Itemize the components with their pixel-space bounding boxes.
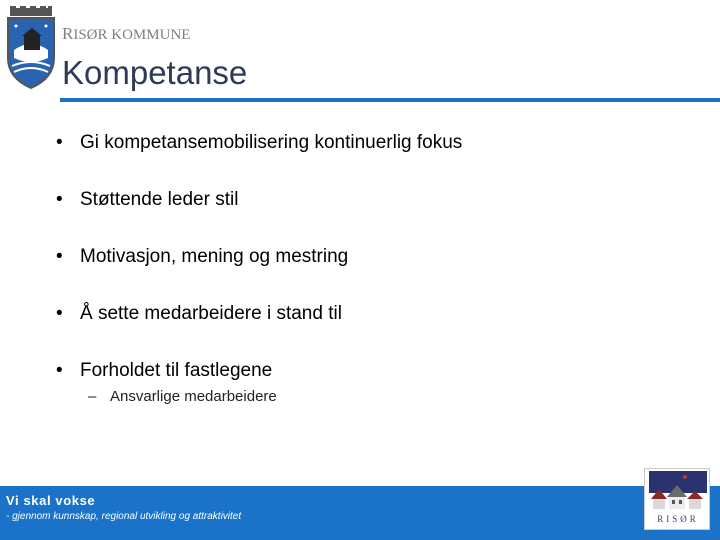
organization-name-rest: ISØR KOMMUNE	[73, 27, 191, 43]
bullet-text: Forholdet til fastlegene	[80, 360, 273, 381]
slide-title: Kompetanse	[62, 54, 248, 91]
title-divider	[60, 98, 720, 102]
sub-bullet-item	[88, 386, 277, 408]
sub-bullet-text: Ansvarlige medarbeidere	[110, 388, 277, 405]
bullet-marker: •	[56, 303, 63, 324]
bullet-item	[56, 187, 696, 244]
bullet-marker: •	[56, 246, 63, 267]
bullet-marker: •	[56, 360, 63, 381]
organization-name	[62, 24, 190, 44]
town-houses-icon	[645, 469, 711, 513]
bullet-text: Støttende leder stil	[80, 189, 239, 210]
bullet-item	[56, 130, 696, 187]
bullet-marker: •	[56, 132, 63, 153]
footer-title: Vi skal vokse	[6, 493, 96, 508]
logo-wordmark: RISØR	[657, 514, 699, 524]
bullet-item	[56, 301, 696, 358]
footer-banner	[0, 486, 720, 540]
organization-name-initial: R	[62, 24, 74, 43]
coat-of-arms-icon	[4, 6, 58, 90]
bullet-text: Gi kompetansemobilisering kontinuerlig fokus	[80, 132, 463, 153]
bullet-marker: •	[56, 189, 63, 210]
bullet-list	[56, 130, 696, 415]
bullet-item	[56, 244, 696, 301]
risor-logo	[644, 468, 710, 530]
bullet-text: Motivasjon, mening og mestring	[80, 246, 349, 267]
footer-subtitle: - gjennom kunnskap, regional utvikling og attraktivitet	[6, 511, 242, 522]
sub-bullet-marker: –	[88, 388, 97, 405]
bullet-text: Å sette medarbeidere i stand til	[80, 303, 342, 324]
